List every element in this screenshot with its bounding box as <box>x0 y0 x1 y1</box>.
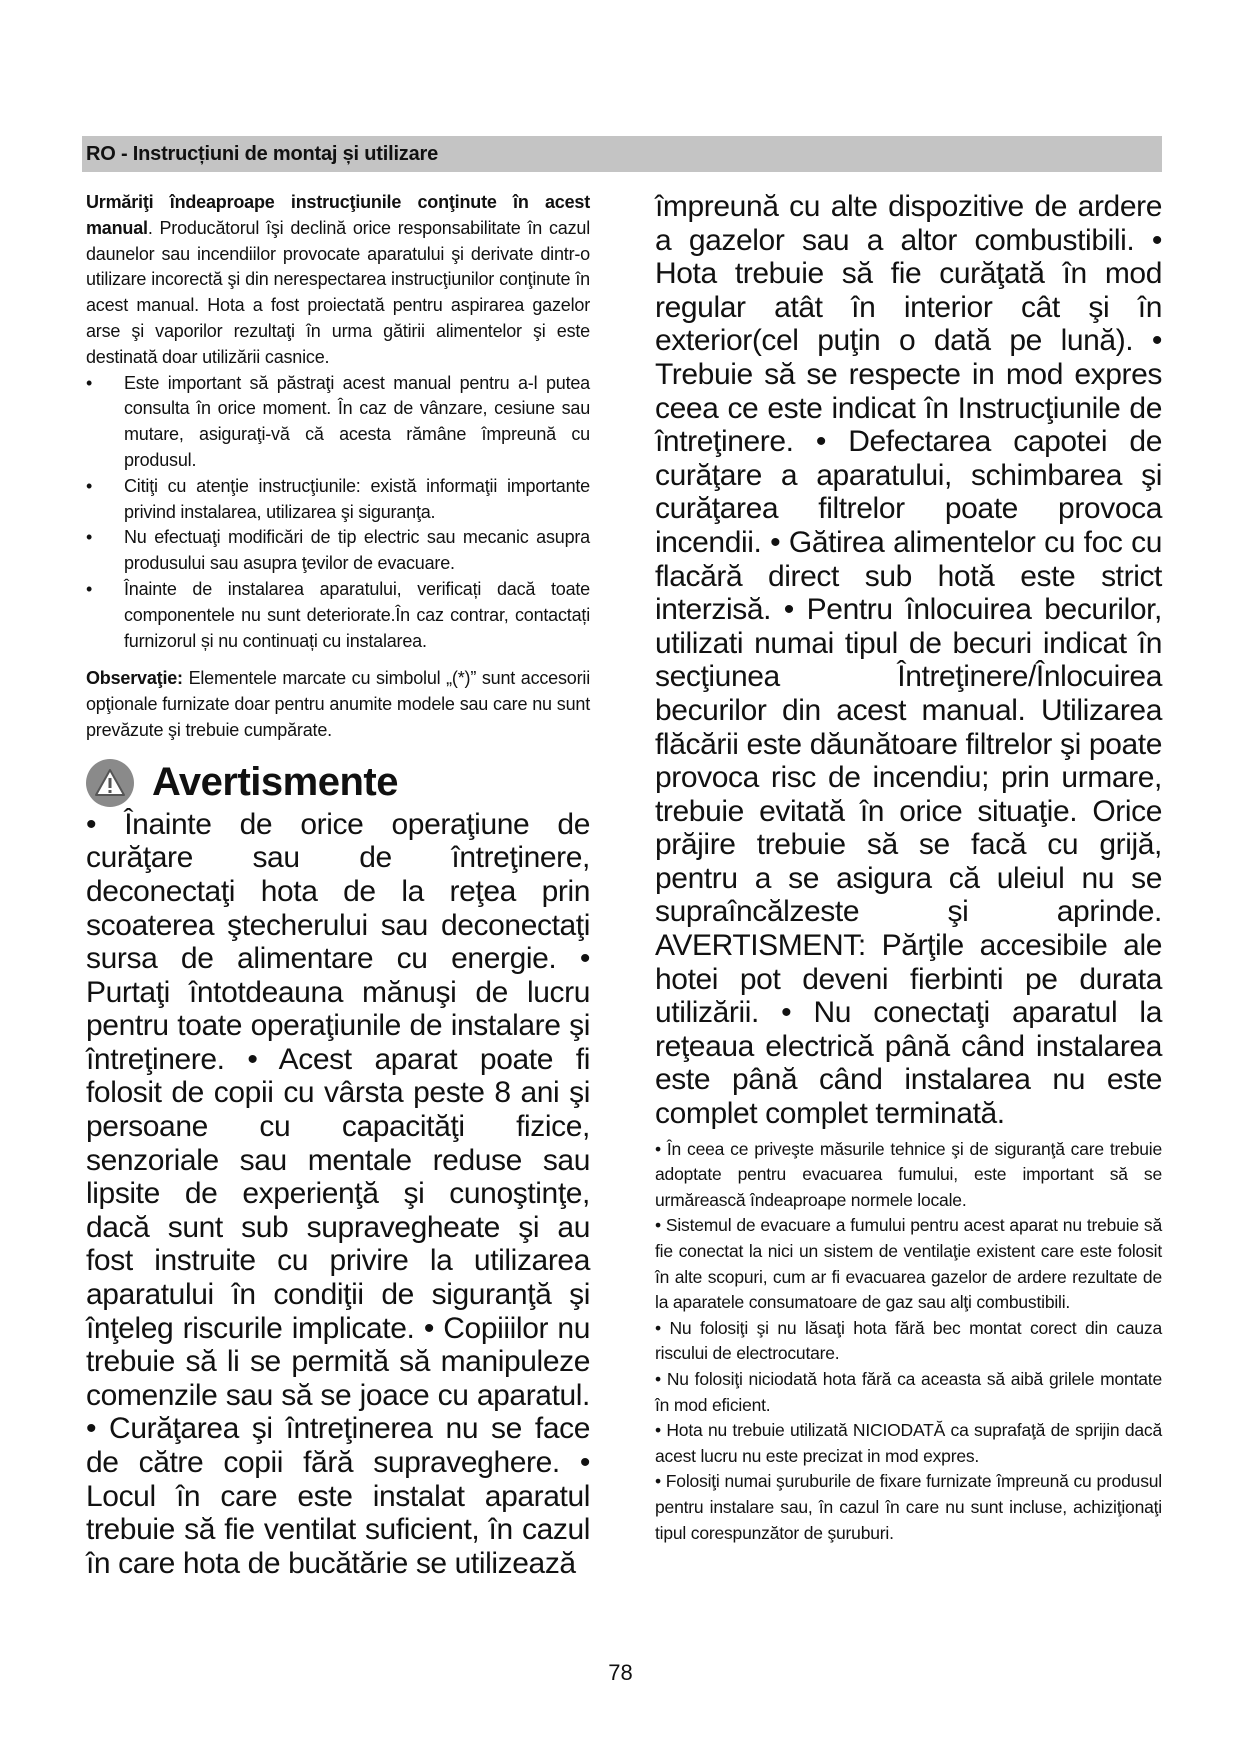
intro-bullet: • Este important să păstraţi acest manual pentru a-l putea consulta în orice moment. În caz de vânzare, cesiune sau mutare, asiguraţi-vă că acesta rămâne împreună cu produsul. <box>86 371 590 474</box>
warning-small-item: • Sistemul de evacuare a fumului pentru acest aparat nu trebuie să fie conectat la nici un sistem de ventilaţie existent care este folosit în alte scopuri, cum ar fi evacuarea gazelor de ardere rezultate de la aparatele consumatoare de gaz sau alţi combustibili. <box>655 1215 1162 1313</box>
warnings-right-text: împreună cu alte dispozitive de ardere a gazelor sau a altor combustibili. • Hota trebuie să fie curăţată în mod regular atât în interior cât şi în exterior(cel puţin o dată pe lună). • Trebuie să se respecte in mod expres ceea ce este indicat în Instrucţiunile de întreţinere. • Defectarea capotei de curăţare a aparatului, schimbarea şi curăţarea filtrelor poate provoca incendii. • Gătirea alimentelor cu foc cu flacără direct sub hotă este strict interzisă. • Pentru înlocuirea becurilor, utilizati numai tipul de becuri indicat în secţiunea Întreţinere/Înlocuirea becurilor din acest manual. Utilizarea flăcării este dăunătoare filtrelor şi poate provoca risc de incendiu; prin urmare, trebuie evitată în orice situaţie. Orice prăjire trebuie să se facă cu grijă, pentru a se asigura că uleiul nu se supraîncălzeste şi aprinde. AVERTISMENT: Părţile accesibile ale hotei pot deveni fierbinti pe durata utilizării. • Nu conectaţi aparatul la reţeaua electrică până când instalarea este până când instalarea nu este complet complet terminată. <box>655 190 1162 1131</box>
warning-triangle-icon <box>86 759 134 807</box>
warning-small-item: • Nu folosiţi niciodată hota fără ca aceasta să aibă grilele montate în mod eficient. <box>655 1368 1162 1415</box>
observation-text: Elementele marcate cu simbolul „(*)” sunt accesorii opţionale furnizate doar pentru anumite modele sau care nu sunt prevăzute şi trebuie cumpărate. <box>86 668 590 740</box>
intro-bullet: • Înainte de instalarea aparatului, verificați dacă toate componentele nu sunt deteriorate.În caz contrar, contactați furnizorul și nu continuați cu instalarea. <box>86 577 590 654</box>
warning-small-item: • Folosiţi numai şuruburile de fixare furnizate împreună cu produsul pentru instalare sau, în cazul în care nu sunt incluse, achiziţionaţi tipul corespunzător de şuruburi. <box>655 1471 1162 1543</box>
intro-bullet-list <box>86 371 590 655</box>
right-column <box>655 190 1162 1546</box>
warnings-heading <box>86 758 590 808</box>
warnings-title: Avertismente <box>152 760 398 805</box>
warnings-small-list <box>655 1137 1162 1547</box>
warning-small-item: • Hota nu trebuie utilizată NICIODATĂ ca suprafaţă de sprijin dacă acest lucru nu este precizat in mod expres. <box>655 1420 1162 1466</box>
intro-paragraph <box>86 190 590 371</box>
warning-small-item: • Nu folosiţi şi nu lăsaţi hota fără bec montat corect din cauza riscului de electrocutare. <box>655 1317 1162 1364</box>
warning-small-item: • În ceea ce priveşte măsurile tehnice şi de siguranţă care trebuie adoptate pentru evacuarea fumului, este important să se urmărească îndeaproape normele locale. <box>655 1138 1162 1210</box>
intro-bold-lead: Urmăriţi îndeaproape instrucţiunile conţinute în acest manual <box>86 192 590 238</box>
page-number: 78 <box>608 1660 633 1685</box>
observation-note <box>86 666 590 743</box>
observation-label: Observaţie: <box>86 668 183 689</box>
warnings-left-text: • Înainte de orice operaţiune de curăţare sau de întreţinere, deconectaţi hota de la reţea prin scoaterea ştecherului sau deconectaţi sursa de alimentare cu energie. • Purtaţi întotdeauna mănuşi de lucru pentru toate operaţiunile de instalare şi întreţinere. • Acest aparat poate fi folosit de copii cu vârsta peste 8 ani şi persoane cu capacităţi fizice, senzoriale sau mentale reduse sau lipsite de experienţă şi cunoştinţe, dacă sunt sub supravegheate şi au fost instruite cu privire la utilizarea aparatului în condiţii de siguranţă şi înţeleg riscurile implicate. • Copiiilor nu trebuie să li se permită să manipuleze comenzile sau să se joace cu aparatul. • Curăţarea şi întreţinerea nu se face de către copii fără supraveghere. • Locul în care este instalat aparatul trebuie să fie ventilat suficient, în cazul în care hota de bucătărie se utilizează <box>86 807 590 1580</box>
intro-bullet: • Nu efectuaţi modificări de tip electric sau mecanic asupra produsului sau asupra ţevilor de evacuare. <box>86 525 590 577</box>
intro-text: . Producătorul îşi declină orice responsabilitate în cazul daunelor sau incendiilor provocate aparatului şi derivate dintr-o utilizare incorectă şi din nerespectarea instrucţiunilor conţinute în acest manual. Hota a fost proiectată pentru aspirarea gazelor arse şi vaporilor rezultaţi în urma gătirii alimentelor şi este destinată doar utilizării casnice. <box>86 217 590 367</box>
intro-bullet: • Citiţi cu atenţie instrucţiunile: există informaţii importante privind instalarea, utilizarea şi siguranţa. <box>86 474 590 526</box>
left-column <box>86 190 590 1580</box>
page-header-title: RO - Instrucțiuni de montaj și utilizare <box>86 143 439 165</box>
